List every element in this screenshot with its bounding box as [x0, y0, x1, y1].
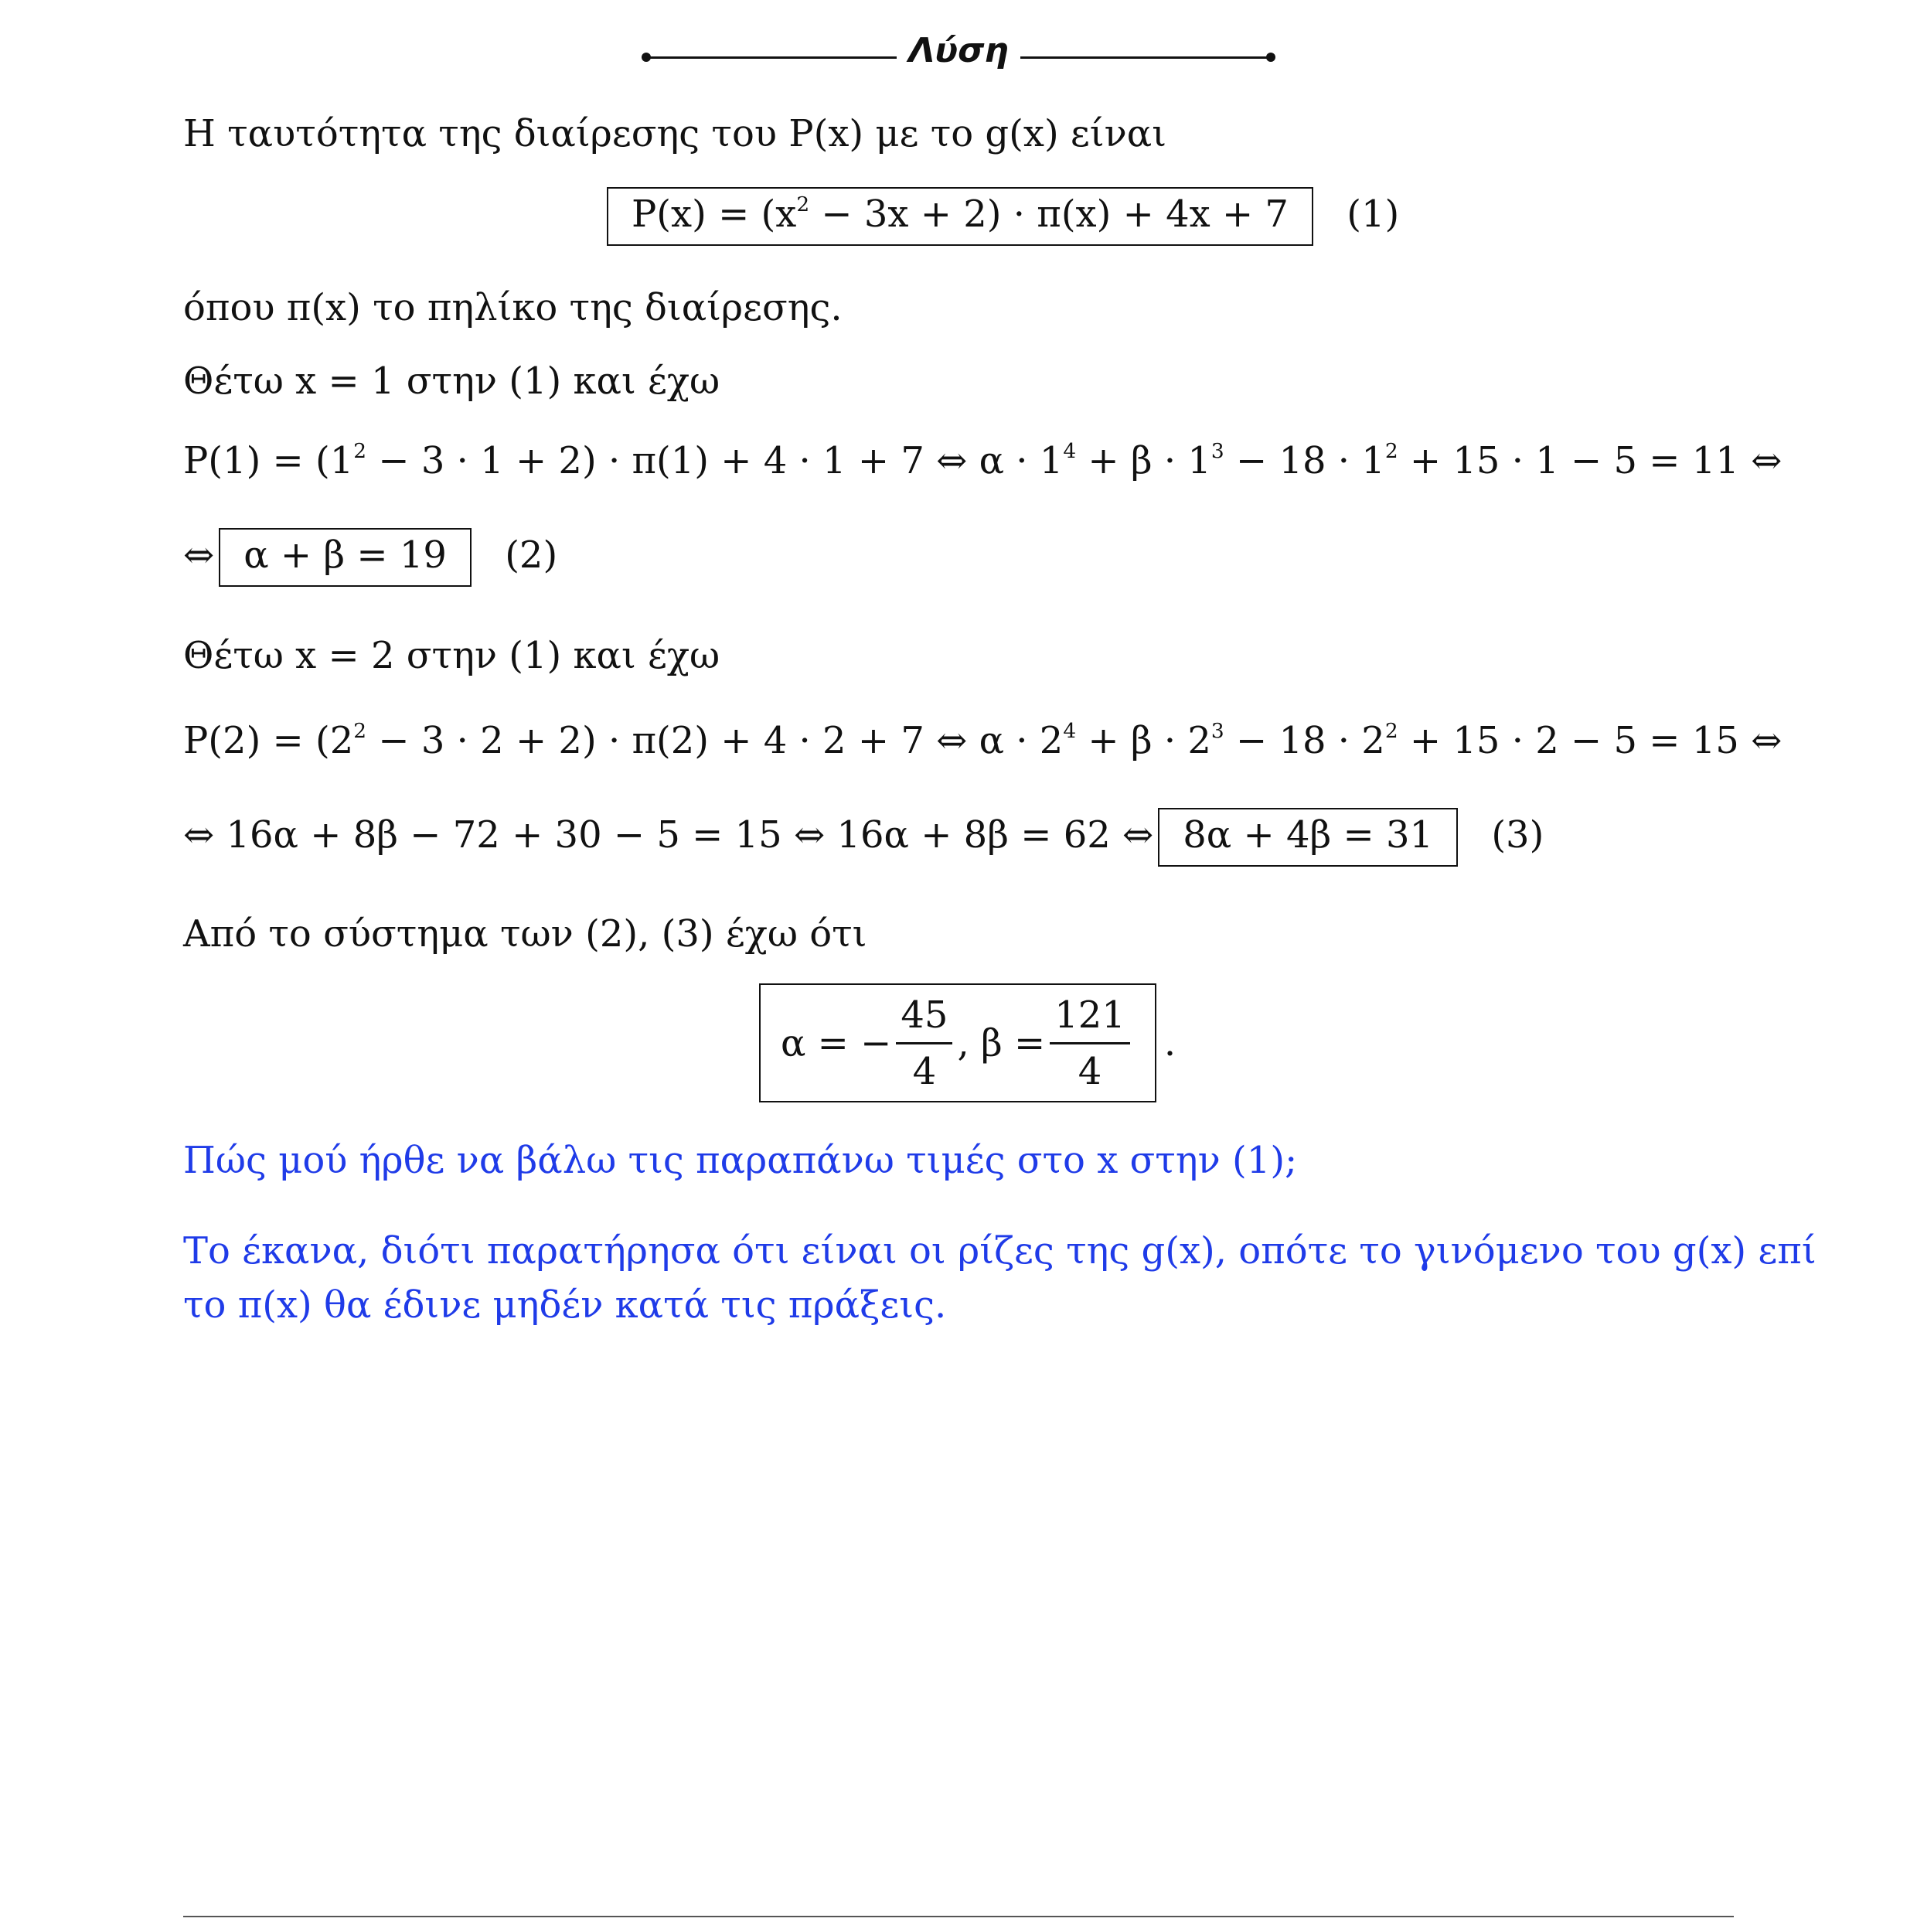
step2-exp: 4 [1063, 719, 1077, 744]
step2-part: + β · 2 [1076, 719, 1211, 762]
step1-intro: Θέτω x = 1 στην (1) και έχω [183, 359, 720, 403]
step1-part: + 15 · 1 − 5 = 11 ⇔ [1398, 439, 1783, 482]
solution-period: . [1163, 1021, 1176, 1065]
identity-box [607, 187, 1313, 246]
step1-part: + β · 1 [1076, 439, 1211, 482]
note-question: Πώς μού ήρθε να βάλω τις παραπάνω τιμές στο x στην (1); [183, 1139, 1298, 1182]
intro-text: Η ταυτότητα της διαίρεσης του P(x) με το g(x) είναι [183, 112, 1167, 155]
step2-boxed: 8α + 4β = 31 [1158, 808, 1458, 867]
step1-exp: 2 [1384, 439, 1398, 464]
beta-numerator: 121 [1050, 991, 1130, 1044]
alpha-fraction [896, 991, 952, 1096]
step1-boxed: α + β = 19 [219, 528, 472, 587]
step2-part: P(2) = (2 [183, 719, 354, 762]
beta-denominator: 4 [1078, 1050, 1102, 1094]
footer-rule [183, 1916, 1734, 1917]
identity-left: P(x) = (x [632, 193, 797, 236]
step2-line2: ⇔ 16α + 8β − 72 + 30 − 5 = 15 ⇔ 16α + 8β = 62 ⇔ [183, 813, 1154, 857]
header-right-dot [1266, 53, 1275, 62]
step2-exp: 3 [1210, 719, 1224, 744]
step2-exp: 2 [353, 719, 367, 744]
step2-part: + 15 · 2 − 5 = 15 ⇔ [1398, 719, 1783, 762]
solution-header [642, 31, 1275, 77]
step2-intro: Θέτω x = 2 στην (1) και έχω [183, 634, 720, 677]
step1-tag: (2) [505, 533, 558, 577]
note-answer-line2: το π(x) θα έδινε μηδέν κατά τις πράξεις. [183, 1283, 947, 1327]
beta-fraction [1050, 991, 1130, 1096]
step1-exp: 3 [1210, 439, 1224, 464]
step1-equation [183, 439, 1782, 484]
header-left-rule [646, 56, 897, 59]
step1-part: − 18 · 1 [1224, 439, 1385, 482]
step2-part: − 18 · 2 [1224, 719, 1385, 762]
step1-result [183, 528, 557, 587]
step2-exp: 2 [1384, 719, 1398, 744]
solution-equation [759, 983, 1176, 1102]
step1-exp: 4 [1063, 439, 1077, 464]
step1-part: − 3 · 1 + 2) · π(1) + 4 · 1 + 7 ⇔ α · 1 [366, 439, 1064, 482]
step2-part: − 3 · 2 + 2) · π(2) + 4 · 2 + 7 ⇔ α · 2 [366, 719, 1064, 762]
alpha-numerator: 45 [896, 991, 952, 1044]
step2-equation [183, 719, 1782, 764]
identity-exponent: 2 [796, 193, 810, 217]
identity-tag: (1) [1347, 193, 1400, 236]
identity-right: − 3x + 2) · π(x) + 4x + 7 [809, 193, 1289, 236]
alpha-denominator: 4 [912, 1050, 937, 1094]
header-title: Λύση [908, 31, 1009, 70]
solution-box [759, 983, 1156, 1102]
step2-result [183, 808, 1544, 867]
note-answer-line1: Το έκανα, διότι παρατήρησα ότι είναι οι ρίζες της g(x), οπότε το γινόμενο του g(x) επί [183, 1229, 1817, 1273]
system-intro: Από το σύστημα των (2), (3) έχω ότι [183, 912, 867, 956]
step2-tag: (3) [1491, 813, 1544, 857]
step1-part: P(1) = (1 [183, 439, 354, 482]
quotient-note: όπου π(x) το πηλίκο της διαίρεσης. [183, 286, 843, 329]
identity-equation [607, 187, 1399, 246]
alpha-prefix: α = − [781, 1021, 892, 1065]
step1-arrow: ⇔ [183, 533, 215, 577]
step1-exp: 2 [353, 439, 367, 464]
beta-prefix: , β = [957, 1021, 1046, 1065]
header-right-rule [1020, 56, 1271, 59]
